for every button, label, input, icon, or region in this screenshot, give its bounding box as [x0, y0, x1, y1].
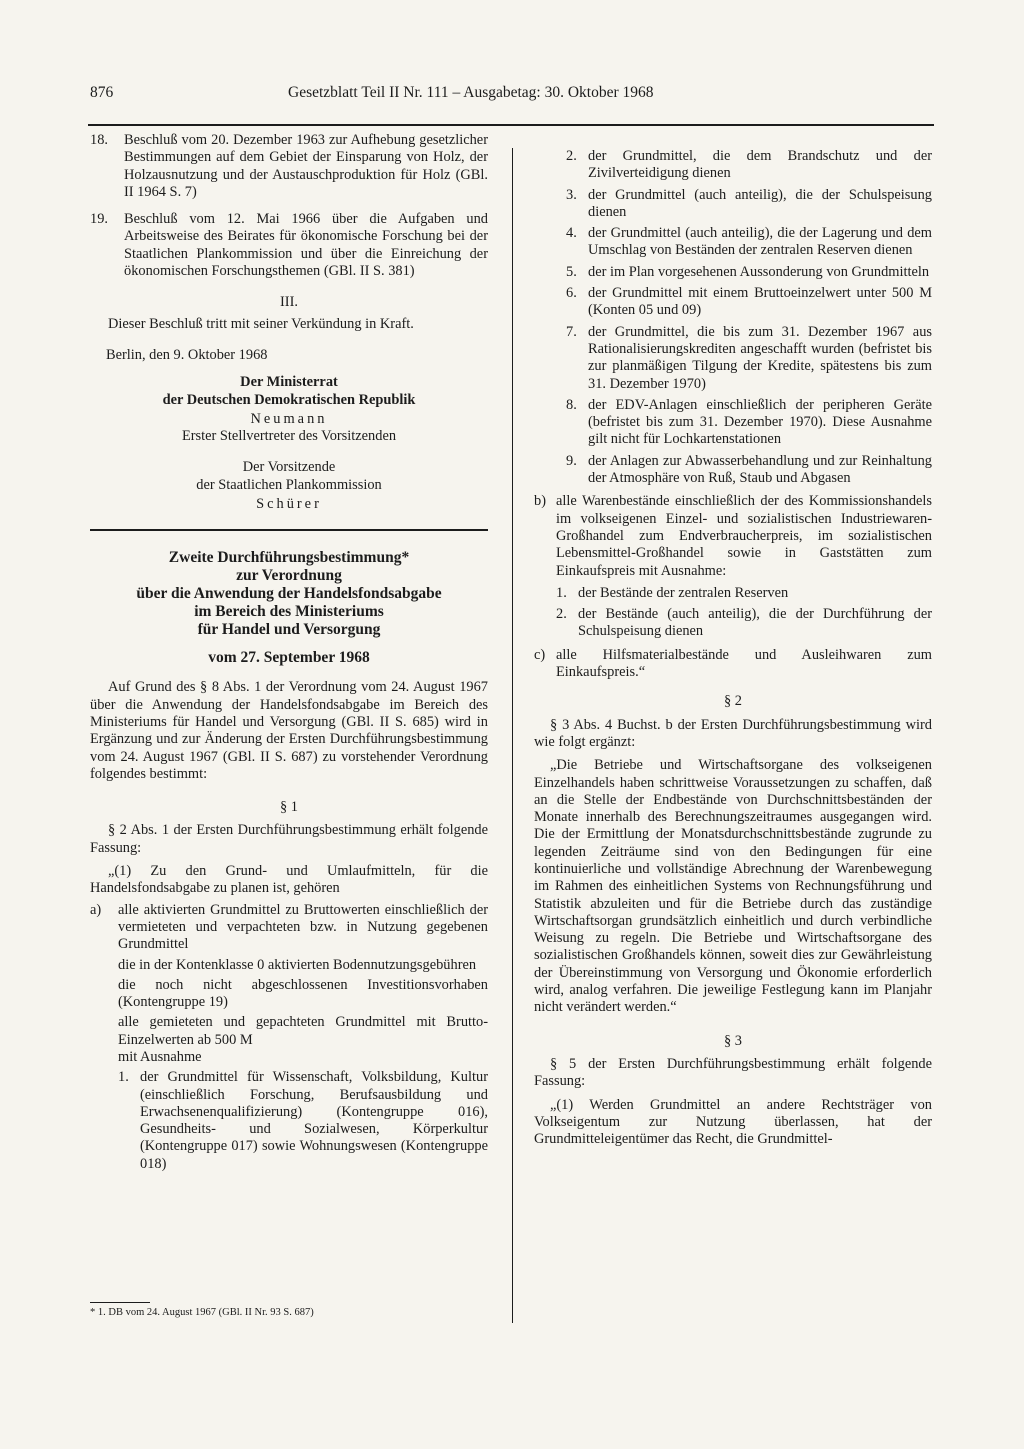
list-item: [566, 225, 932, 260]
item-text: der Grundmittel für Wissenschaft, Volksbildung, Kultur (einschließlich Forschung, Berufsausbildung und Erwachsenenqualifizierung) (Kontengruppe 016), Gesundheits- und Sozialwesen, Körperkultur (Kontengruppe 017) sowie Wohnungswesen (Kontengruppe 018): [140, 1069, 488, 1172]
item-text: alle Warenbestände einschließlich der des Kommissionshandels im volkseigenen Einzel- und sozialistischen Industriewaren-Großhandel zum Endverbraucherpreis, im sozialistischen Lebensmittel-Großhandel sowie in Gaststätten zum Einkaufspreis mit Ausnahme:: [556, 493, 932, 579]
paragraph-intro: § 3 Abs. 4 Buchst. b der Ersten Durchführungsbestimmung wird wie folgt ergänzt:: [534, 716, 932, 750]
paragraph-intro: § 2 Abs. 1 der Ersten Durchführungsbestimmung erhält folgende Fassung:: [90, 822, 488, 856]
list-item: [118, 1069, 488, 1173]
list-item: [566, 187, 932, 222]
item-text: der Bestände der zentralen Reserven: [578, 584, 789, 601]
item-number: 8.: [566, 396, 577, 413]
quote-text: „Die Betriebe und Wirtschaftsorgane des volkseigenen Einzelhandels haben schrittweise Voraussetzungen zu schaffen, daß an die Stelle der Endbestände von Durchschnittsbeständen der Monate innerhalb des Berechnungszeitraumes ausgegangen wird. Die der Ermittlung der Monatsdurchschnittsbestände zugrunde zu legenden Zeiträume sind von den Bedingungen für eine kontinuierliche und vollständige Abrechnung der Warenbewegung im Rahmen des einheitlichen Systems von Rechnungsführung und Statistik abzuleiten und für die Betriebe durch das zuständige Wirtschaftsorgan grundsätzlich einheitlich und durch verbindliche Weisung zu regeln. Die Betriebe und Wirtschaftsorgane des sozialistischen Großhandels können, soweit dies zur Gewährleistung der Übereinstimmung von Versorgung und Ökonomie erforderlich wird, analog verfahren. Die jeweilige Festlegung kann im Planjahr nicht verändert werden.“: [534, 757, 932, 1016]
item-number: 4.: [566, 225, 577, 242]
title-date: vom 27. September 1968: [208, 649, 370, 667]
signatory-role: der Staatlichen Plankommission: [196, 476, 382, 493]
list-item: [534, 647, 932, 682]
signatory-name: Schürer: [256, 496, 322, 513]
item-text: alle gemieteten und gepachteten Grundmittel mit Brutto-Einzelwerten ab 500 M: [118, 1014, 488, 1048]
footnote-rule: [90, 1302, 150, 1303]
item-number: 2.: [566, 148, 577, 164]
signatory-name: Neumann: [250, 410, 328, 427]
list-item: [556, 585, 932, 602]
list-item: [90, 132, 488, 201]
section-rule: [90, 529, 488, 531]
list-item: [90, 211, 488, 280]
item-number: 2.: [556, 606, 567, 623]
item-label: a): [90, 901, 102, 918]
list-item: [566, 264, 932, 281]
list-item: [90, 902, 488, 954]
page-number: 876: [90, 84, 114, 101]
list-item: [566, 453, 932, 488]
title-line: für Handel und Versorgung: [197, 621, 381, 639]
item-text: der Grundmittel mit einem Bruttoeinzelwert unter 500 M (Konten 05 und 09): [588, 285, 932, 319]
item-number: 6.: [566, 285, 577, 302]
signatory-role: Der Vorsitzende: [242, 459, 336, 476]
list-item: [556, 606, 932, 641]
effect-clause: Dieser Beschluß tritt mit seiner Verkündung in Kraft.: [108, 315, 414, 332]
item-text: der Anlagen zur Abwasserbehandlung und zur Reinhaltung der Atmosphäre von Ruß, Staub und Abgasen: [588, 452, 932, 487]
item-number: 19.: [90, 211, 108, 228]
item-text: der im Plan vorgesehenen Aussonderung von Grundmitteln: [588, 263, 930, 280]
quote-text: „(1) Zu den Grund- und Umlaufmitteln, für die Handelsfondsabgabe zu planen ist, gehören: [90, 863, 488, 897]
item-label: c): [534, 646, 546, 663]
item-text: der Grundmittel, die bis zum 31. Dezember 1967 aus Rationalisierungskrediten angeschafft wurden (befristet bis zur planmäßigen Tilgung der Kredite, spätestens bis zum 31. Dezember 1970): [588, 323, 932, 392]
paragraph-heading: § 1: [280, 799, 298, 816]
item-text: die noch nicht abgeschlossenen Investitionsvorhaben (Kontengruppe 19): [118, 976, 488, 1011]
quote-text: „(1) Werden Grundmittel an andere Rechtsträger von Volkseigentum zur Nutzung überlassen, hat der Grundmitteleigentümer das Recht, die Grundmittel-: [534, 1096, 932, 1148]
item-number: 18.: [90, 132, 108, 148]
item-text: der EDV-Anlagen einschließlich der peripheren Geräte (befristet bis zum 31. Dezember 1970). Diese Ausnahme gilt nicht für Lochkartenstationen: [588, 396, 932, 448]
item-text: Beschluß vom 12. Mai 1966 über die Aufgaben und Arbeitsweise des Beirates für ökonomische Forschung bei der Staatlichen Plankommission und über die Einreichung der ökonomischen Forschungsthemen (GBl. II S. 381): [124, 211, 488, 280]
item-number: 3.: [566, 186, 577, 203]
section-heading: III.: [280, 294, 298, 311]
item-text: der Grundmittel (auch anteilig), die der Lagerung und dem Umschlag von Beständen der zentralen Reserven dienen: [588, 225, 932, 259]
right-column: [534, 148, 932, 1148]
header-rule: [88, 124, 934, 126]
regulation-title: [90, 549, 488, 639]
signatory-role: Erster Stellvertreter des Vorsitzenden: [181, 428, 397, 445]
title-line: zur Verordnung: [236, 567, 342, 585]
title-line: Zweite Durchführungsbestimmung*: [168, 549, 410, 567]
signatory-org: der Deutschen Demokratischen Republik: [162, 391, 416, 408]
item-text: Beschluß vom 20. Dezember 1963 zur Aufhebung gesetzlicher Bestimmungen auf dem Gebiet der Einsparung von Holz, der Holzausnutzung und der Austauschproduktion für Holz (GBl. II 1964 S. 7): [124, 132, 488, 200]
item-text: der Grundmittel (auch anteilig), die der Schulspeisung dienen: [588, 186, 932, 220]
list-item: [566, 148, 932, 183]
item-text: alle Hilfsmaterialbestände und Ausleihwaren zum Einkaufspreis.“: [556, 646, 932, 681]
paragraph-heading: § 3: [724, 1032, 742, 1049]
running-title: Gesetzblatt Teil II Nr. 111 – Ausgabetag: 30. Oktober 1968: [288, 84, 654, 101]
list-item: [566, 324, 932, 393]
title-line: über die Anwendung der Handelsfondsabgabe: [136, 585, 442, 603]
place-date: Berlin, den 9. Oktober 1968: [106, 346, 268, 363]
item-text: der Grundmittel, die dem Brandschutz und der Zivilverteidigung dienen: [588, 148, 932, 182]
paragraph-intro: § 5 der Ersten Durchführungsbestimmung erhält folgende Fassung:: [534, 1055, 932, 1090]
item-number: 5.: [566, 263, 577, 280]
left-column: [90, 132, 488, 1173]
list-item: [566, 285, 932, 320]
footnote: * 1. DB vom 24. August 1967 (GBl. II Nr. 93 S. 687): [90, 1307, 314, 1318]
item-text: die in der Kontenklasse 0 aktivierten Bodennutzungsgebühren: [118, 956, 477, 973]
list-item: [534, 493, 932, 579]
item-number: 7.: [566, 323, 577, 340]
item-text: mit Ausnahme: [118, 1048, 202, 1065]
preamble: Auf Grund des § 8 Abs. 1 der Verordnung vom 24. August 1967 über die Anwendung der Handelsfondsabgabe im Bereich des Ministeriums für Handel und Versorgung (GBl. II S. 685) wird in Ergänzung und zur Änderung der Ersten Durchführungsbestimmung vom 24. August 1967 (GBl. II S. 687) zu vorstehender Verordnung folgendes bestimmt:: [90, 679, 488, 782]
paragraph-heading: § 2: [724, 693, 742, 710]
item-number: 9.: [566, 452, 577, 469]
item-number: 1.: [556, 584, 567, 601]
signatory-org: Der Ministerrat: [240, 374, 338, 391]
item-text: der Bestände (auch anteilig), die der Durchführung der Schulspeisung dienen: [578, 606, 932, 640]
list-item: [566, 397, 932, 449]
item-text: alle aktivierten Grundmittel zu Bruttowerten einschließlich der vermieteten und verpachteten bzw. in Nutzung gegebenen Grundmittel: [118, 901, 488, 953]
column-divider: [512, 148, 513, 1323]
title-line: im Bereich des Ministeriums: [194, 603, 384, 621]
item-label: b): [534, 493, 546, 510]
item-number: 1.: [118, 1069, 129, 1086]
